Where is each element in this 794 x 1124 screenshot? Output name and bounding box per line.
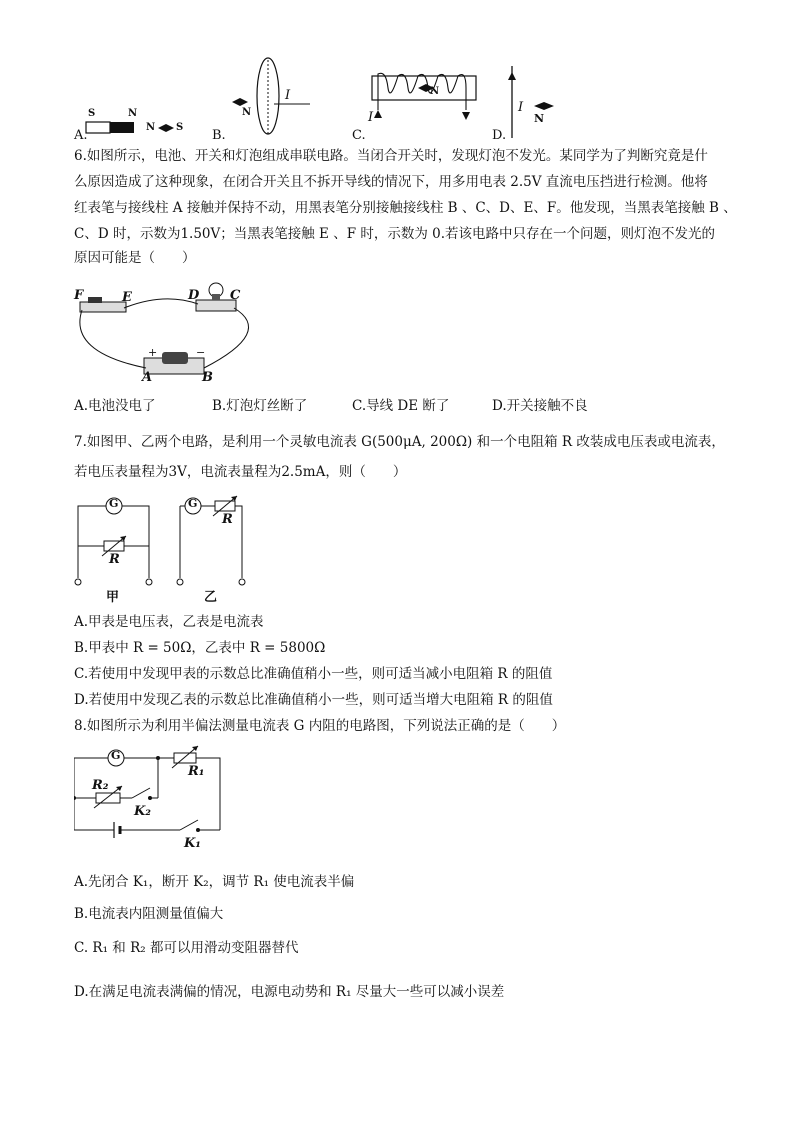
q5-option-c: C. <box>352 128 366 143</box>
q6-circuit-figure <box>74 282 274 388</box>
resistor-r1-label: R₁ <box>188 764 205 779</box>
q6-option-c: C.导线 DE 断了 <box>352 398 450 414</box>
current-i-label: I <box>368 110 374 125</box>
needle-s-label: S <box>176 122 184 133</box>
ring-current-figure <box>212 50 332 144</box>
galvanometer-g-label-jia: G <box>109 497 119 510</box>
battery-minus-label: − <box>196 346 206 359</box>
q8-option-c: C. R₁ 和 R₂ 都可以用滑动变阻器替代 <box>74 940 299 956</box>
switch-k2-label: K₂ <box>134 804 151 819</box>
q7-stem-line-1: 7.如图甲、乙两个电路，是利用一个灵敏电流表 G(500μA, 200Ω) 和一个电阻箱 R 改装成电压表或电流表， <box>74 434 725 450</box>
resistor-r-label-jia: R <box>109 552 120 567</box>
q5-figure-d <box>492 62 582 144</box>
q6-option-a: A.电池没电了 <box>74 398 156 414</box>
magnet-s-label: S <box>88 108 96 119</box>
q8-circuit-figure <box>74 744 234 852</box>
q7-option-a: A.甲表是电压表，乙表是电流表 <box>74 614 264 630</box>
caption-jia: 甲 <box>106 590 120 605</box>
q6-stem-line-3: 红表笔与接线柱 A 接触并保持不动，用黑表笔分别接触接线柱 B 、C、D、E、F。他发现，当黑表笔接触 B 、 <box>74 200 737 216</box>
q5-figure-a <box>74 100 194 144</box>
q6-stem-line-4: C、D 时，示数为1.50V；当黑表笔接触 E 、F 时，示数为 0.若该电路中只存在一个问题，则灯泡不发光的 <box>74 226 716 242</box>
needle-n-label: N <box>534 112 545 125</box>
terminal-a-label: A <box>142 370 153 385</box>
terminal-d-label: D <box>188 288 200 303</box>
q6-stem-line-1: 6.如图所示，电池、开关和灯泡组成串联电路。当闭合开关时，发现灯泡不发光。某同学为了判断究竟是什 <box>74 148 708 164</box>
q5-option-d: D. <box>492 128 507 143</box>
q8-stem-line-1: 8.如图所示为利用半偏法测量电流表 G 内阻的电路图，下列说法正确的是（ ） <box>74 718 566 734</box>
terminal-f-label: F <box>74 288 84 303</box>
meter-circuits-drawing <box>74 490 274 602</box>
needle-n-label: N <box>146 122 156 133</box>
needle-n-label: N <box>430 86 440 97</box>
q5-figure-c <box>352 66 482 144</box>
q5-option-b: B. <box>212 128 226 143</box>
current-i-label: I <box>518 100 524 115</box>
q5-option-a: A. <box>74 128 88 143</box>
magnet-n-label: N <box>128 108 138 119</box>
q8-option-a: A.先闭合 K₁，断开 K₂，调节 R₁ 使电流表半偏 <box>74 874 355 890</box>
galvanometer-g-label-yi: G <box>188 497 198 510</box>
q7-option-d: D.若使用中发现乙表的示数总比准确值稍小一些，则可适当增大电阻箱 R 的阻值 <box>74 692 553 708</box>
q7-stem-line-2: 若电压表量程为3V，电流表量程为2.5mA，则（ ） <box>74 464 407 480</box>
resistor-r2-label: R₂ <box>92 778 109 793</box>
current-i-label: I <box>285 88 291 103</box>
q6-option-b: B.灯泡灯丝断了 <box>212 398 308 414</box>
terminal-b-label: B <box>202 370 213 385</box>
terminal-e-label: E <box>122 290 132 305</box>
q6-option-d: D.开关接触不良 <box>492 398 588 414</box>
q6-stem-line-2: 么原因造成了这种现象，在闭合开关且不拆开导线的情况下，用多用电表 2.5V 直流电压挡进行检测。他将 <box>74 174 708 190</box>
q7-option-c: C.若使用中发现甲表的示数总比准确值稍小一些，则可适当减小电阻箱 R 的阻值 <box>74 666 553 682</box>
switch-k1-label: K₁ <box>184 836 201 851</box>
q8-option-b: B.电流表内阻测量值偏大 <box>74 906 224 922</box>
resistor-r-label-yi: R <box>222 512 233 527</box>
battery-plus-label: + <box>148 346 158 359</box>
needle-n-label: N <box>242 107 252 118</box>
q8-option-d: D.在满足电流表满偏的情况，电源电动势和 R₁ 尽量大一些可以减小误差 <box>74 984 505 1000</box>
q7-circuit-figures <box>74 490 274 605</box>
terminal-c-label: C <box>230 288 241 303</box>
caption-yi: 乙 <box>204 590 218 605</box>
solenoid-figure <box>352 66 482 144</box>
series-circuit-drawing <box>74 282 274 388</box>
q5-figure-b <box>212 50 332 144</box>
galvanometer-g-label: G <box>111 749 121 762</box>
half-deflection-circuit-drawing <box>74 744 234 852</box>
q6-stem-line-5: 原因可能是（ ） <box>74 250 196 266</box>
q7-option-b: B.甲表中 R = 50Ω，乙表中 R = 5800Ω <box>74 640 326 656</box>
